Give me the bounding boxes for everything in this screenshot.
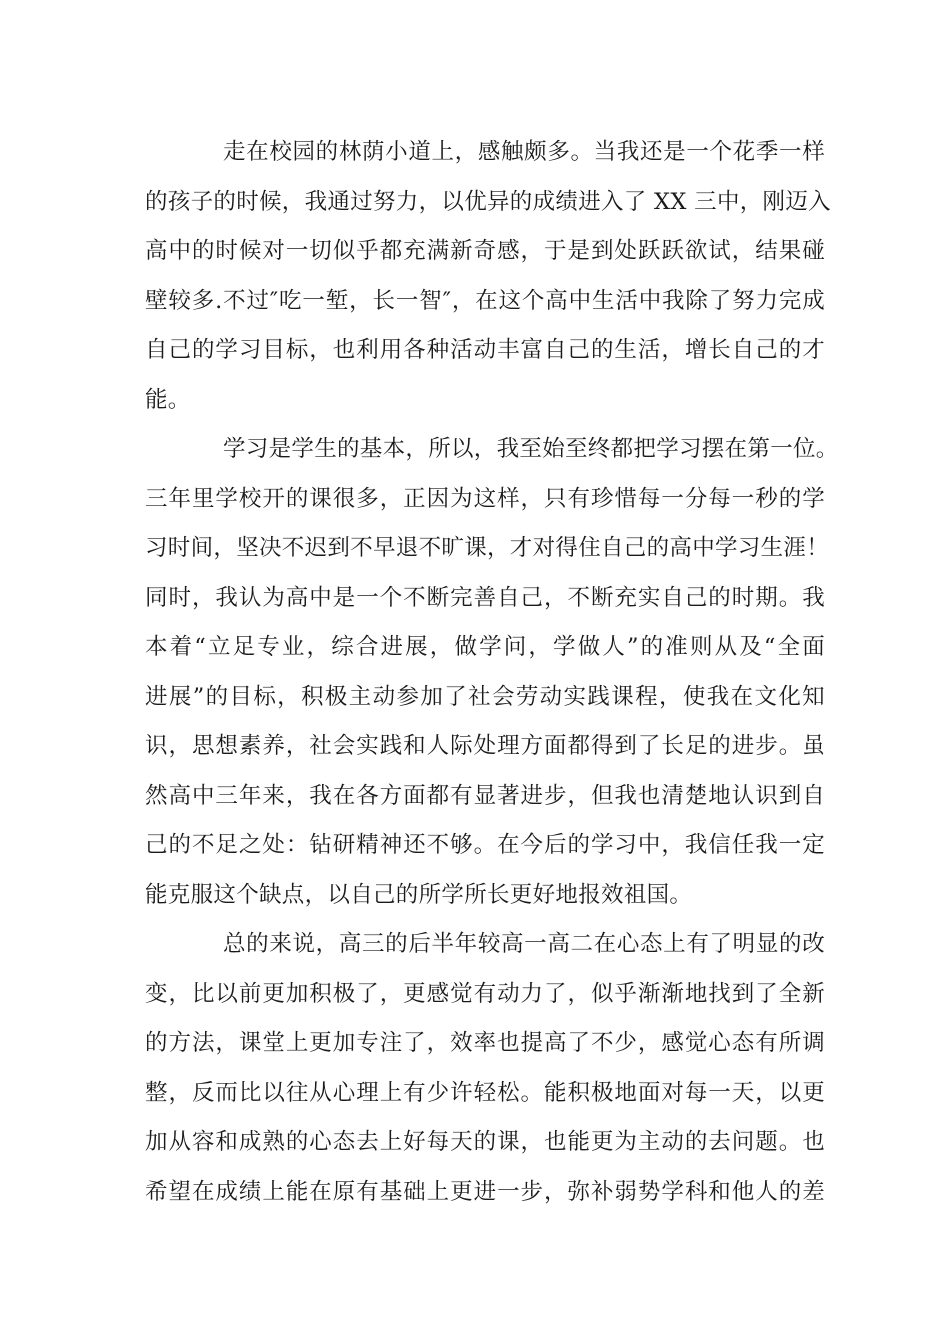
text-line: 三年里学校开的课很多，正因为这样，只有珍惜每一分每一秒的学 <box>145 485 825 512</box>
text-line: 本着“立足专业，综合进展，做学问，学做人”的准则从及“全面 <box>145 634 825 660</box>
text-line: 能。 <box>145 386 191 413</box>
text-line: 自己的学习目标，也利用各种活动丰富自己的生活，增长自己的才 <box>145 337 825 363</box>
text-line: 总的来说，高三的后半年较高一高二在心态上有了明显的改 <box>223 931 825 957</box>
text-line: 识，思想素养，社会实践和人际处理方面都得到了长足的进步。虽 <box>145 733 825 759</box>
text-line: 习时间，坚决不迟到不早退不旷课，才对得住自己的高中学习生涯！ <box>145 535 830 561</box>
text-line: 己的不足之处：钻研精神还不够。在今后的学习中，我信任我一定 <box>145 832 825 858</box>
text-line: 走在校园的林荫小道上，感触颇多。当我还是一个花季一样 <box>223 139 825 165</box>
text-line: 高中的时候对一切似乎都充满新奇感，于是到处跃跃欲试，结果碰 <box>145 238 825 264</box>
text-line: 的孩子的时候，我通过努力，以优异的成绩进入了 XX 三中，刚迈入 <box>145 188 831 215</box>
paragraph-3 <box>145 920 825 1217</box>
text-line: 希望在成绩上能在原有基础上更进一步，弥补弱势学科和他人的差 <box>145 1178 825 1205</box>
text-line: 然高中三年来，我在各方面都有显著进步，但我也清楚地认识到自 <box>145 782 825 809</box>
text-line: 加从容和成熟的心态去上好每天的课，也能更为主动的去问题。也 <box>145 1129 825 1155</box>
paragraph-2 <box>145 425 839 920</box>
text-line: 同时，我认为高中是一个不断完善自己，不断充实自己的时期。我 <box>145 584 825 611</box>
text-line: 能克服这个缺点，以自己的所学所长更好地报效祖国。 <box>145 881 693 908</box>
text-line: 的方法，课堂上更加专注了，效率也提高了不少，感觉心态有所调 <box>145 1030 825 1056</box>
text-line: 学习是学生的基本，所以，我至始至终都把学习摆在第一位。 <box>223 436 839 462</box>
document-body <box>145 128 839 1217</box>
text-line: 进展”的目标，积极主动参加了社会劳动实践课程，使我在文化知 <box>145 683 825 710</box>
text-line: 壁较多.不过″吃一堑，长一智″，在这个高中生活中我除了努力完成 <box>145 287 825 314</box>
text-line: 变，比以前更加积极了，更感觉有动力了，似乎渐渐地找到了全新 <box>145 980 825 1007</box>
paragraph-1 <box>145 128 831 425</box>
text-line: 整，反而比以往从心理上有少许轻松。能积极地面对每一天，以更 <box>145 1079 825 1106</box>
